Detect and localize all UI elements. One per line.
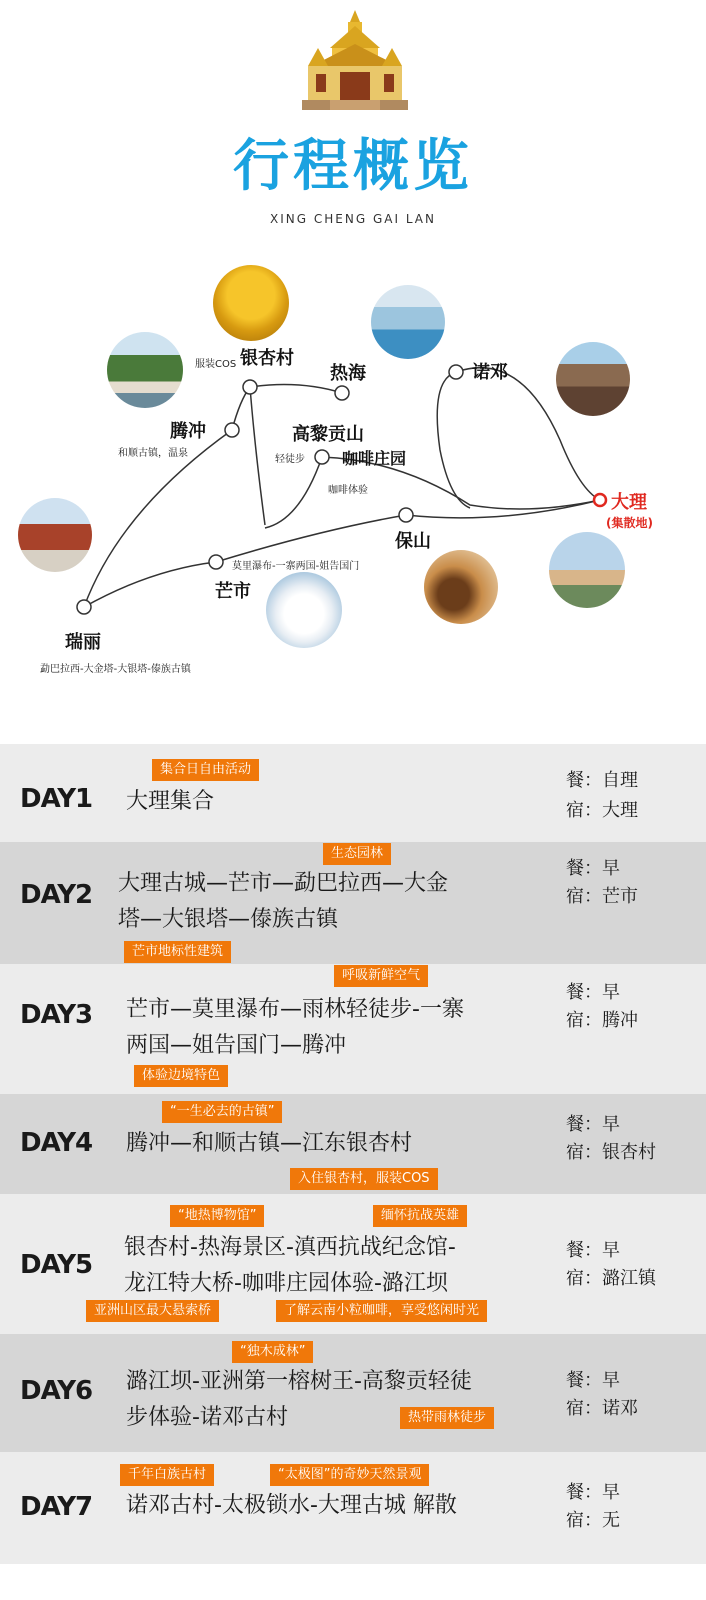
highlight-tag: 体验边境特色 [134, 1065, 228, 1087]
stay-info: 宿：诺邓 [566, 1398, 638, 1419]
highlight-tag: 芒市地标性建筑 [124, 941, 231, 963]
day-label: DAY6 [20, 1376, 93, 1406]
day-label: DAY5 [20, 1250, 93, 1280]
route-line: 腾冲—和顺古镇—江东银杏村 [126, 1131, 413, 1156]
photo-ginkgo [213, 265, 289, 341]
highlight-tag: 生态园林 [323, 843, 391, 865]
day-label: DAY4 [20, 1128, 93, 1158]
highlight-tag: “独木成林” [232, 1341, 313, 1363]
day-row [0, 1194, 706, 1334]
day-label: DAY3 [20, 1000, 93, 1030]
meal-info: 餐：早 [566, 858, 620, 879]
route-line: 大理集合 [126, 789, 215, 814]
highlight-tag: 了解云南小粒咖啡，享受悠闲时光 [276, 1300, 487, 1322]
photo-white-pagoda [266, 572, 342, 648]
photo-nuodeng [556, 342, 630, 416]
note-moli: 莫里瀑布-一寨两国-姐告国门 [232, 561, 360, 572]
place-gaoligong: 高黎贡山 [292, 424, 364, 445]
route-line: 大理古城—芒市—勐巴拉西—大金 [118, 871, 449, 896]
meal-info: 餐：早 [566, 1240, 620, 1261]
highlight-tag: 热带雨林徒步 [400, 1407, 494, 1429]
photo-heshun [107, 332, 183, 408]
photo-coffee [424, 550, 498, 624]
stay-info: 宿：无 [566, 1510, 620, 1531]
place-yinxing: 银杏村 [240, 348, 294, 369]
place-rehai: 热海 [330, 363, 366, 384]
route-line: 诺邓古村-太极锁水-大理古城 解散 [126, 1493, 457, 1518]
day-label: DAY1 [20, 784, 93, 814]
itinerary [0, 744, 706, 1564]
day-row [0, 1334, 706, 1452]
place-tengchong: 腾冲 [170, 421, 206, 442]
day-row [0, 1452, 706, 1564]
place-ruili: 瑞丽 [65, 632, 101, 653]
highlight-tag: 缅怀抗战英雄 [373, 1205, 467, 1227]
route-line: 银杏村-热海景区-滇西抗战纪念馆- [124, 1235, 456, 1260]
photo-ruili [18, 498, 92, 572]
meal-info: 餐：自理 [566, 770, 638, 791]
note-coffee-exp: 咖啡体验 [328, 485, 368, 496]
highlight-tag: “太极图”的奇妙天然景观 [270, 1464, 429, 1486]
stay-info: 宿：银杏村 [566, 1142, 656, 1163]
highlight-tag: 亚洲山区最大悬索桥 [86, 1300, 219, 1322]
place-baoshan: 保山 [395, 531, 431, 552]
highlight-tag: 集合日自由活动 [152, 759, 259, 781]
day-row [0, 1094, 706, 1194]
highlight-tag: 入住银杏村，服装COS [290, 1168, 438, 1190]
highlight-tag: “地热博物馆” [170, 1205, 264, 1227]
page-title: 行程概览 [233, 134, 473, 199]
route-line: 塔—大银塔—傣族古镇 [118, 907, 339, 932]
day-label: DAY7 [20, 1492, 93, 1522]
place-coffee: 咖啡庄园 [342, 449, 407, 468]
photo-hotspring [371, 285, 445, 359]
stay-info: 宿：腾冲 [566, 1010, 638, 1031]
route-line: 龙江特大桥-咖啡庄园体验-潞江坝 [124, 1271, 448, 1296]
highlight-tag: “一生必去的古镇” [162, 1101, 282, 1123]
highlight-tag: 千年白族古村 [120, 1464, 214, 1486]
route-line: 两国—姐告国门—腾冲 [126, 1033, 347, 1058]
route-lines [0, 250, 706, 710]
meal-info: 餐：早 [566, 982, 620, 1003]
route-line: 芒市—莫里瀑布—雨林轻徒步-一寨 [126, 997, 464, 1022]
day-row [0, 842, 706, 964]
note-ruili-spots: 勐巴拉西-大金塔-大银塔-傣族古镇 [40, 664, 191, 675]
place-mangshi: 芒市 [215, 581, 251, 602]
route-line: 潞江坝-亚洲第一榕树王-高黎贡轻徒 [126, 1369, 472, 1394]
day-row [0, 964, 706, 1094]
stay-info: 宿：大理 [566, 800, 638, 821]
temple-illustration [290, 8, 420, 113]
place-nuodeng: 诺邓 [472, 362, 508, 383]
meal-info: 餐：早 [566, 1482, 620, 1503]
day-row [0, 744, 706, 842]
note-cos: 服装COS [195, 359, 237, 370]
page-subtitle: XING CHENG GAI LAN [270, 212, 436, 226]
photo-dali-pagodas [549, 532, 625, 608]
note-heshun: 和顺古镇，温泉 [118, 448, 188, 459]
route-map [0, 250, 706, 710]
place-dali: 大理 [611, 492, 647, 513]
day-label: DAY2 [20, 880, 93, 910]
highlight-tag: 呼吸新鲜空气 [334, 965, 428, 987]
note-hike: 轻徒步 [275, 454, 305, 465]
stay-info: 宿：潞江镇 [566, 1268, 656, 1289]
stay-info: 宿：芒市 [566, 886, 638, 907]
route-line: 步体验-诺邓古村 [126, 1405, 288, 1430]
meal-info: 餐：早 [566, 1114, 620, 1135]
dali-subtitle: (集散地) [606, 516, 653, 530]
meal-info: 餐：早 [566, 1370, 620, 1391]
